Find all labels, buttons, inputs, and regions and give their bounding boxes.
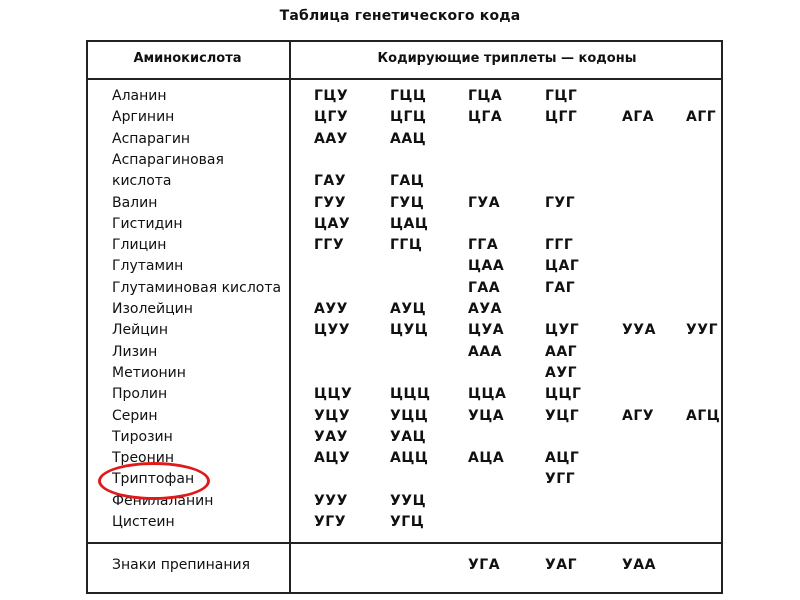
amino-acid-name: Триптофан xyxy=(112,471,195,488)
amino-acid-header: Аминокислота xyxy=(133,51,242,66)
table-row xyxy=(0,320,800,341)
codon-cell: ЦЦГ xyxy=(545,386,582,403)
amino-acid-name: Цистеин xyxy=(112,514,175,530)
codon-cell: ГЦГ xyxy=(545,88,578,104)
codon-cell: УАУ xyxy=(314,428,348,445)
codon-cell: АГА xyxy=(622,109,655,126)
codon-cell: ГАЦ xyxy=(390,173,425,190)
amino-acid-name: Глутамин xyxy=(112,258,184,275)
codon-cell: ААГ xyxy=(545,343,578,360)
codon-cell: УЦУ xyxy=(314,407,351,424)
codon-cell: УЦГ xyxy=(545,407,580,424)
punctuation-codon: УАА xyxy=(622,557,656,573)
codon-cell: ГГА xyxy=(468,237,499,254)
amino-acid-name: Аргинин xyxy=(112,109,175,126)
codon-cell: ГАУ xyxy=(314,173,347,190)
amino-acid-name: Глицин xyxy=(112,237,167,254)
codon-cell: УУУ xyxy=(314,492,348,509)
table-title: Таблица генетического кода xyxy=(279,8,521,24)
codon-cell: УАЦ xyxy=(390,428,427,445)
amino-acid-name: Метионин xyxy=(112,364,186,381)
codon-cell: ГЦУ xyxy=(314,88,349,104)
codon-cell: ГЦЦ xyxy=(390,88,427,104)
codon-cell: ЦЦЦ xyxy=(390,386,431,403)
punctuation-label: Знаки препинания xyxy=(112,557,251,573)
codon-cell: ГУГ xyxy=(545,194,576,211)
amino-acid-name: Изолейцин xyxy=(112,301,193,317)
codons-header: Кодирующие триплеты — кодоны xyxy=(377,51,637,66)
table-row xyxy=(0,342,800,363)
codon-cell: ААЦ xyxy=(390,130,427,147)
codon-cell: ЦЦА xyxy=(468,386,507,403)
amino-acid-name: кислота xyxy=(112,173,172,190)
amino-acid-name: Фенилаланин xyxy=(112,492,214,509)
table-row xyxy=(0,107,800,128)
table-row xyxy=(0,214,800,235)
codon-cell: ЦУА xyxy=(468,322,505,339)
table-row xyxy=(0,469,800,490)
codon-cell: ЦЦУ xyxy=(314,386,353,403)
codon-cell: ГГЦ xyxy=(390,237,423,254)
codon-cell: ГУА xyxy=(468,194,501,211)
amino-acid-name: Гистидин xyxy=(112,215,183,232)
codon-cell: АЦА xyxy=(468,450,505,467)
codon-cell: ЦАА xyxy=(468,258,505,275)
codon-cell: УЦЦ xyxy=(390,407,429,424)
amino-acid-name: Лизин xyxy=(112,343,158,360)
codon-cell: ЦУЦ xyxy=(390,322,429,339)
codon-cell: УЦА xyxy=(468,407,505,424)
amino-acid-name: Валин xyxy=(112,194,158,211)
amino-acid-name: Аспарагин xyxy=(112,130,191,147)
punctuation-codon: УАГ xyxy=(545,557,578,573)
codon-cell: АУУ xyxy=(314,301,348,317)
amino-acid-name: Треонин xyxy=(112,450,175,467)
codon-cell: УГЦ xyxy=(390,514,425,530)
codon-cell: ААА xyxy=(468,343,503,360)
codon-cell: УГУ xyxy=(314,514,347,530)
table-row xyxy=(0,384,800,405)
codon-cell: ГЦА xyxy=(468,88,503,104)
codon-cell: ЦУГ xyxy=(545,322,580,339)
codon-cell: ГГГ xyxy=(545,237,574,254)
table-row xyxy=(0,406,800,427)
codon-cell: ГГУ xyxy=(314,237,345,254)
amino-acid-name: Аспарагиновая xyxy=(112,151,224,168)
table-row xyxy=(0,491,800,512)
punctuation-codon: УГА xyxy=(468,557,501,573)
table-row xyxy=(0,363,800,384)
amino-acid-name: Аланин xyxy=(112,88,167,104)
codon-cell: ЦГУ xyxy=(314,109,349,126)
codon-cell: АУГ xyxy=(545,364,578,381)
table-row xyxy=(0,150,800,171)
codon-cell: АГУ xyxy=(622,407,655,424)
table-row xyxy=(0,512,800,533)
amino-acid-name: Глутаминовая кислота xyxy=(112,279,282,296)
amino-acid-name: Тирозин xyxy=(112,428,173,445)
codon-cell: УГГ xyxy=(545,471,576,488)
codon-cell: ГАА xyxy=(468,279,501,296)
codon-cell: АГЦ xyxy=(686,407,721,424)
codon-cell: УУГ xyxy=(686,322,719,339)
codon-cell: ААУ xyxy=(314,130,348,147)
codon-cell: ЦГЦ xyxy=(390,109,427,126)
table-row xyxy=(0,129,800,150)
codon-cell: ЦАУ xyxy=(314,215,351,232)
codon-cell: ЦАЦ xyxy=(390,215,429,232)
codon-cell: АЦГ xyxy=(545,450,580,467)
table-row xyxy=(0,427,800,448)
codon-cell: АЦЦ xyxy=(390,450,429,467)
table-row xyxy=(0,448,800,469)
table-row xyxy=(0,235,800,256)
table-row xyxy=(0,278,800,299)
codon-cell: АГГ xyxy=(686,109,717,126)
amino-acid-name: Серин xyxy=(112,407,158,424)
codon-cell: ГУУ xyxy=(314,194,347,211)
header-divider xyxy=(86,78,723,80)
codon-cell: ЦАГ xyxy=(545,258,580,275)
table-row xyxy=(0,171,800,192)
codon-cell: ГУЦ xyxy=(390,194,425,211)
table-row xyxy=(0,193,800,214)
table-row xyxy=(0,86,800,107)
codon-cell: ЦГА xyxy=(468,109,503,126)
codon-cell: ЦГГ xyxy=(545,109,578,126)
codon-cell: УУЦ xyxy=(390,492,427,509)
footer-divider xyxy=(86,542,723,544)
codon-cell: ЦУУ xyxy=(314,322,351,339)
amino-acid-name: Пролин xyxy=(112,386,168,403)
amino-acid-name: Лейцин xyxy=(112,322,169,339)
codon-cell: АУЦ xyxy=(390,301,427,317)
table-row xyxy=(0,256,800,277)
codon-cell: ГАГ xyxy=(545,279,576,296)
codon-cell: АЦУ xyxy=(314,450,351,467)
codon-cell: УУА xyxy=(622,322,656,339)
codon-cell: АУА xyxy=(468,301,502,317)
table-row xyxy=(0,299,800,320)
